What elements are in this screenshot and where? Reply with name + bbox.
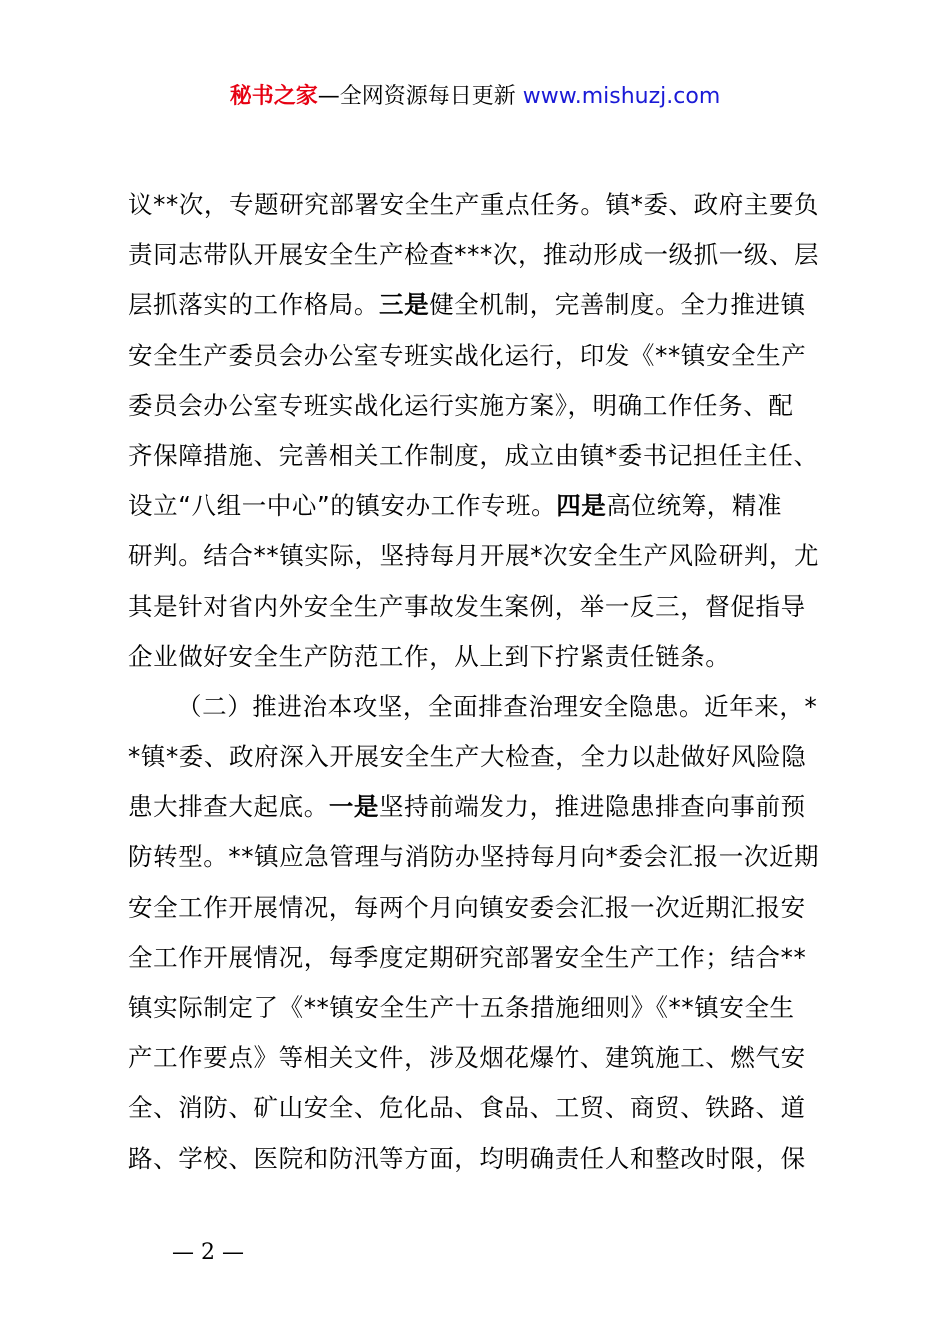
- site-header: [0, 80, 950, 114]
- text-run: 全、消防、矿山安全、危化品、食品、工贸、商贸、铁路、道: [128, 1093, 806, 1123]
- text-run: 产工作要点》等相关文件，涉及烟花爆竹、建筑施工、燃气安: [128, 1043, 806, 1073]
- text-run: 患大排查大起底。: [128, 792, 329, 822]
- text-line: [128, 230, 848, 280]
- text-run: （二）推进治本攻坚，全面排查治理安全隐患。近年来，*: [177, 691, 818, 721]
- text-run: 责同志带队开展安全生产检查***次，推动形成一级抓一级、层: [128, 240, 820, 270]
- text-run: 其是针对省内外安全生产事故发生案例，举一反三，督促指导: [128, 591, 806, 621]
- text-run: 研判。结合**镇实际，坚持每月开展*次安全生产风险研判，尤: [128, 541, 820, 571]
- text-run: 齐保障措施、完善相关工作制度，成立由镇*委书记担任主任、: [128, 440, 819, 470]
- document-body: [128, 180, 848, 1184]
- text-line: [128, 280, 848, 330]
- text-run: 层抓落实的工作格局。: [128, 290, 379, 320]
- text-line: [128, 1033, 848, 1083]
- text-line: [128, 832, 848, 882]
- text-run: 坚持前端发力，推进隐患排查向事前预: [379, 792, 806, 822]
- text-run: 安全工作开展情况，每两个月向镇安委会汇报一次近期汇报安: [128, 892, 806, 922]
- text-line: [128, 531, 848, 581]
- text-line: [128, 732, 848, 782]
- bold-keyword: 一是: [328, 792, 380, 822]
- text-line: [128, 682, 848, 732]
- text-line: [128, 632, 848, 682]
- text-line: [128, 1134, 848, 1184]
- text-run: *镇*委、政府深入开展安全生产大检查，全力以赴做好风险隐: [128, 742, 807, 772]
- text-run: 设立“八组一中心”的镇安办工作专班。: [128, 491, 557, 521]
- text-run: 高位统筹，精准: [606, 491, 783, 521]
- text-line: [128, 582, 848, 632]
- bold-keyword: 三是: [379, 290, 430, 320]
- text-run: 全工作开展情况，每季度定期研究部署安全生产工作；结合**: [128, 942, 807, 972]
- text-line: [128, 933, 848, 983]
- text-run: 企业做好安全生产防范工作，从上到下拧紧责任链条。: [128, 641, 731, 671]
- text-run: 议**次，专题研究部署安全生产重点任务。镇*委、政府主要负: [128, 190, 820, 219]
- text-line: [128, 782, 848, 832]
- text-run: 委员会办公室专班实战化运行实施方案》，明确工作任务、配: [128, 390, 794, 420]
- text-line: [128, 381, 848, 431]
- site-url-link[interactable]: www.mishuzj.com: [522, 84, 721, 109]
- site-brand: 秘书之家: [229, 84, 318, 109]
- text-run: 镇实际制定了《**镇安全生产十五条措施细则》《**镇安全生: [128, 993, 795, 1022]
- text-run: 安全生产委员会办公室专班实战化运行，印发《**镇安全生产: [128, 340, 807, 370]
- text-run: 路、学校、医院和防汛等方面，均明确责任人和整改时限，保: [128, 1143, 806, 1173]
- bold-keyword: 四是: [556, 491, 607, 521]
- text-line: [128, 331, 848, 381]
- text-line: [128, 883, 848, 933]
- text-line: [128, 180, 848, 230]
- text-line: [128, 431, 848, 481]
- text-line: [128, 1083, 848, 1133]
- text-line: [128, 983, 848, 1033]
- text-run: 健全机制，完善制度。全力推进镇: [429, 290, 806, 320]
- text-line: [128, 481, 848, 531]
- text-run: 防转型。**镇应急管理与消防办坚持每月向*委会汇报一次近期: [128, 842, 820, 872]
- site-tagline: —全网资源每日更新: [317, 84, 523, 109]
- page-number: — 2 —: [172, 1240, 244, 1265]
